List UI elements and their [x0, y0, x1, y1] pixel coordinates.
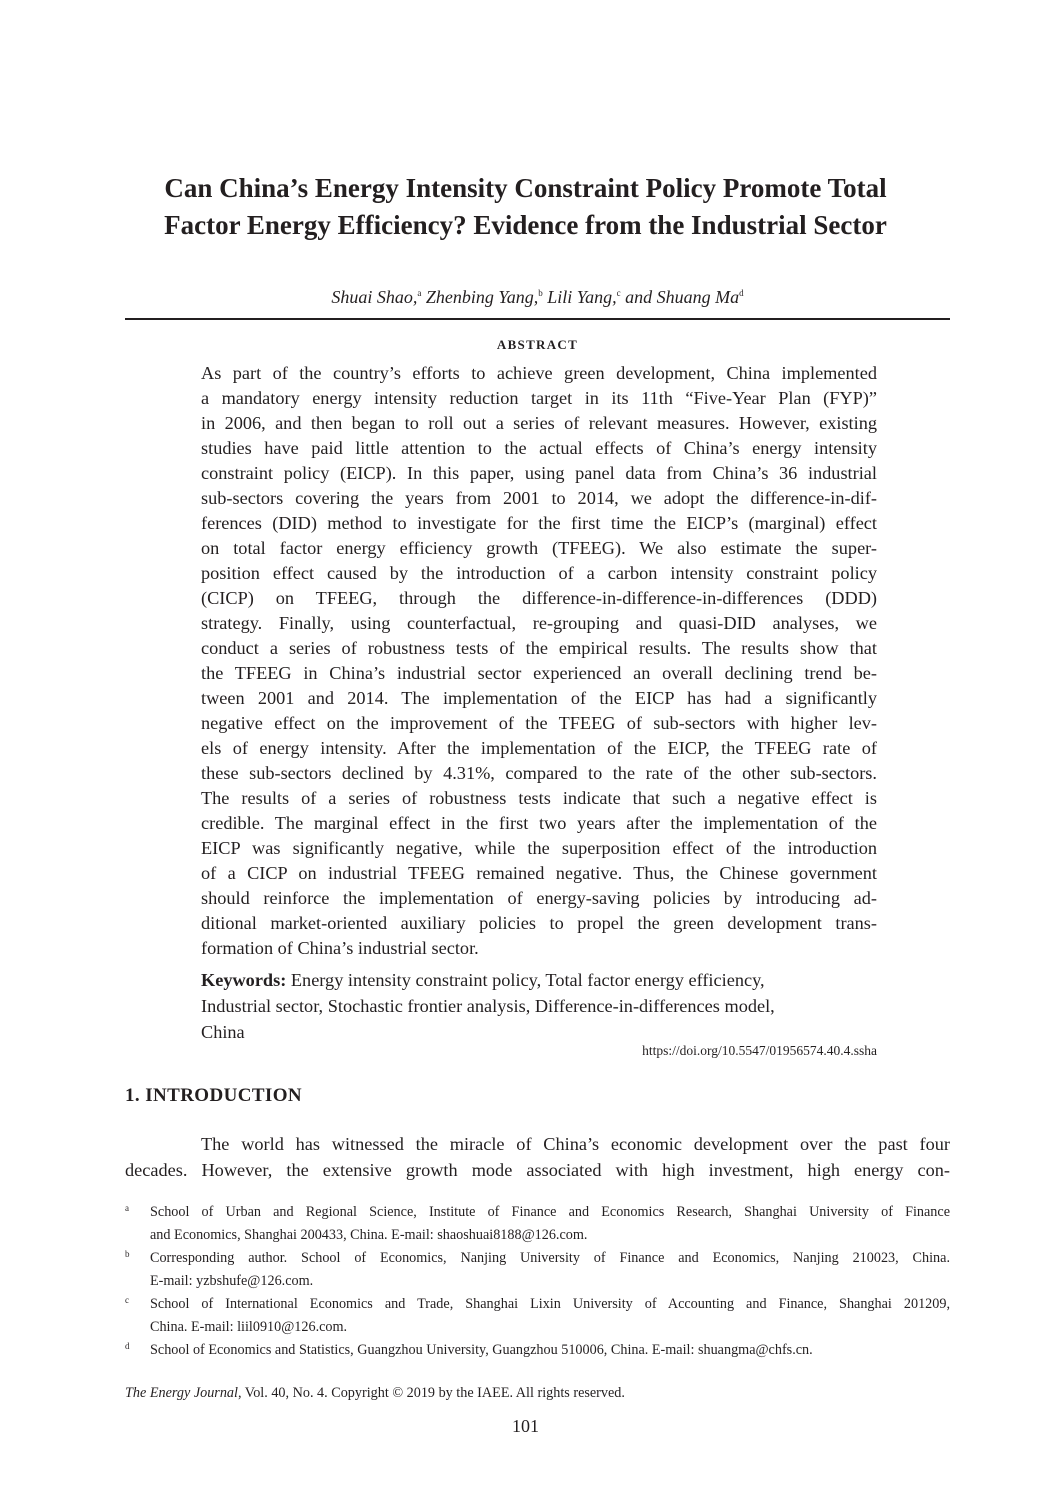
abstract-line: EICP was significantly negative, while the superposition effect of the introduction	[201, 838, 877, 858]
abstract-line: ditional market-oriented auxiliary policies to propel the green development trans-	[201, 913, 877, 933]
author-name: and Shuang Ma	[620, 287, 740, 307]
section-heading: 1. INTRODUCTION	[125, 1085, 303, 1106]
page-number: 101	[512, 1416, 539, 1436]
affiliation-mark: c	[616, 288, 621, 298]
abstract-line: formation of China’s industrial sector.	[201, 938, 479, 958]
abstract-line: As part of the country’s efforts to achieve green development, China implemented	[201, 363, 877, 383]
footnote-line: School of International Economics and Trade, Shanghai Lixin University of Accounting and Finance, Shanghai 201209,	[150, 1296, 950, 1312]
abstract-line: constraint policy (EICP). In this paper, using panel data from China’s 36 industrial	[201, 463, 877, 483]
footnote-line: School of Urban and Regional Science, Institute of Finance and Economics Research, Shanghai University of Finance	[150, 1204, 950, 1220]
abstract-line: ferences (DID) method to investigate for the first time the EICP’s (marginal) effect	[201, 513, 877, 533]
abstract-body	[201, 361, 877, 961]
footnote-mark: d	[125, 1341, 130, 1351]
footnote	[125, 1339, 950, 1362]
footnote	[125, 1201, 950, 1247]
keywords-line: Industrial sector, Stochastic frontier analysis, Difference-in-differences model,	[201, 996, 775, 1016]
affiliation-mark: a	[417, 288, 422, 298]
affiliation-mark: d	[739, 288, 744, 298]
abstract-line: the TFEEG in China’s industrial sector experienced an overall declining trend be-	[201, 663, 877, 683]
footnote-line: E-mail: yzbshufe@126.com.	[150, 1273, 314, 1289]
footnote	[125, 1247, 950, 1293]
keywords-line: Energy intensity constraint policy, Total factor energy efficiency,	[286, 970, 765, 990]
abstract-line: (CICP) on TFEEG, through the difference-in-difference-in-differences (DDD)	[201, 588, 877, 608]
affiliation-mark: b	[538, 288, 543, 298]
abstract-line: credible. The marginal effect in the first two years after the implementation of the	[201, 813, 877, 833]
abstract-heading: ABSTRACT	[496, 337, 579, 352]
keywords-line: China	[201, 1022, 245, 1042]
keywords-label: Keywords:	[201, 970, 287, 990]
keywords-block	[201, 967, 877, 1045]
title-line: Can China’s Energy Intensity Constraint Policy Promote Total	[164, 173, 887, 203]
paper-title	[110, 170, 941, 244]
abstract-line: tween 2001 and 2014. The implementation of the EICP has had a significantly	[201, 688, 877, 708]
footnote-line: Corresponding author. School of Economics, Nanjing University of Finance and Economics, Nanjing 210023, China.	[150, 1250, 950, 1266]
abstract-line: on total factor energy efficiency growth (TFEEG). We also estimate the super-	[201, 538, 877, 558]
intro-line: The world has witnessed the miracle of China’s economic development over the past four	[201, 1134, 950, 1154]
intro-line: decades. However, the extensive growth mode associated with high investment, high energy con-	[125, 1160, 950, 1180]
abstract-line: these sub-sectors declined by 4.31%, compared to the rate of the other sub-sectors.	[201, 763, 877, 783]
journal-name: The Energy Journal	[125, 1385, 238, 1401]
abstract-line: negative effect on the improvement of the TFEEG of sub-sectors with higher lev-	[201, 713, 877, 733]
abstract-line: els of energy intensity. After the implementation of the EICP, the TFEEG rate of	[201, 738, 877, 758]
abstract-line: of a CICP on industrial TFEEG remained negative. Thus, the Chinese government	[201, 863, 877, 883]
abstract-line: sub-sectors covering the years from 2001 to 2014, we adopt the difference-in-dif-	[201, 488, 877, 508]
title-line: Factor Energy Efficiency? Evidence from the Industrial Sector	[164, 210, 887, 240]
header-rule	[125, 318, 950, 320]
footnotes	[125, 1201, 950, 1362]
author-list	[125, 281, 950, 309]
copyright-line	[125, 1385, 625, 1402]
abstract-line: position effect caused by the introduction of a carbon intensity constraint policy	[201, 563, 877, 583]
footnote-line: China. E-mail: liil0910@126.com.	[150, 1319, 348, 1335]
footnote-line: and Economics, Shanghai 200433, China. E-mail: shaoshuai8188@126.com.	[150, 1227, 588, 1243]
footnote	[125, 1293, 950, 1339]
footnote-mark: b	[125, 1249, 130, 1259]
copyright-text: , Vol. 40, No. 4. Copyright © 2019 by the IAEE. All rights reserved.	[237, 1385, 625, 1401]
footnote-mark: c	[125, 1295, 129, 1305]
abstract-line: in 2006, and then began to roll out a series of relevant measures. However, existing	[201, 413, 877, 433]
abstract-line: The results of a series of robustness tests indicate that such a negative effect is	[201, 788, 877, 808]
author-name: Zhenbing Yang,	[421, 287, 539, 307]
author-name: Shuai Shao,	[331, 287, 418, 307]
author-name: Lili Yang,	[542, 287, 617, 307]
footnote-mark: a	[125, 1203, 129, 1213]
abstract-line: a mandatory energy intensity reduction target in its 11th “Five-Year Plan (FYP)”	[201, 388, 877, 408]
abstract-line: studies have paid little attention to the actual effects of China’s energy intensity	[201, 438, 877, 458]
doi-link[interactable]: https://doi.org/10.5547/01956574.40.4.ssha	[642, 1043, 877, 1058]
abstract-line: should reinforce the implementation of energy-saving policies by introducing ad-	[201, 888, 877, 908]
abstract-line: strategy. Finally, using counterfactual, re-grouping and quasi-DID analyses, we	[201, 613, 877, 633]
intro-paragraph	[125, 1131, 950, 1183]
footnote-line: School of Economics and Statistics, Guangzhou University, Guangzhou 510006, China. E-mail: shuangma@chfs.cn.	[150, 1342, 813, 1358]
abstract-line: conduct a series of robustness tests of the empirical results. The results show that	[201, 638, 877, 658]
